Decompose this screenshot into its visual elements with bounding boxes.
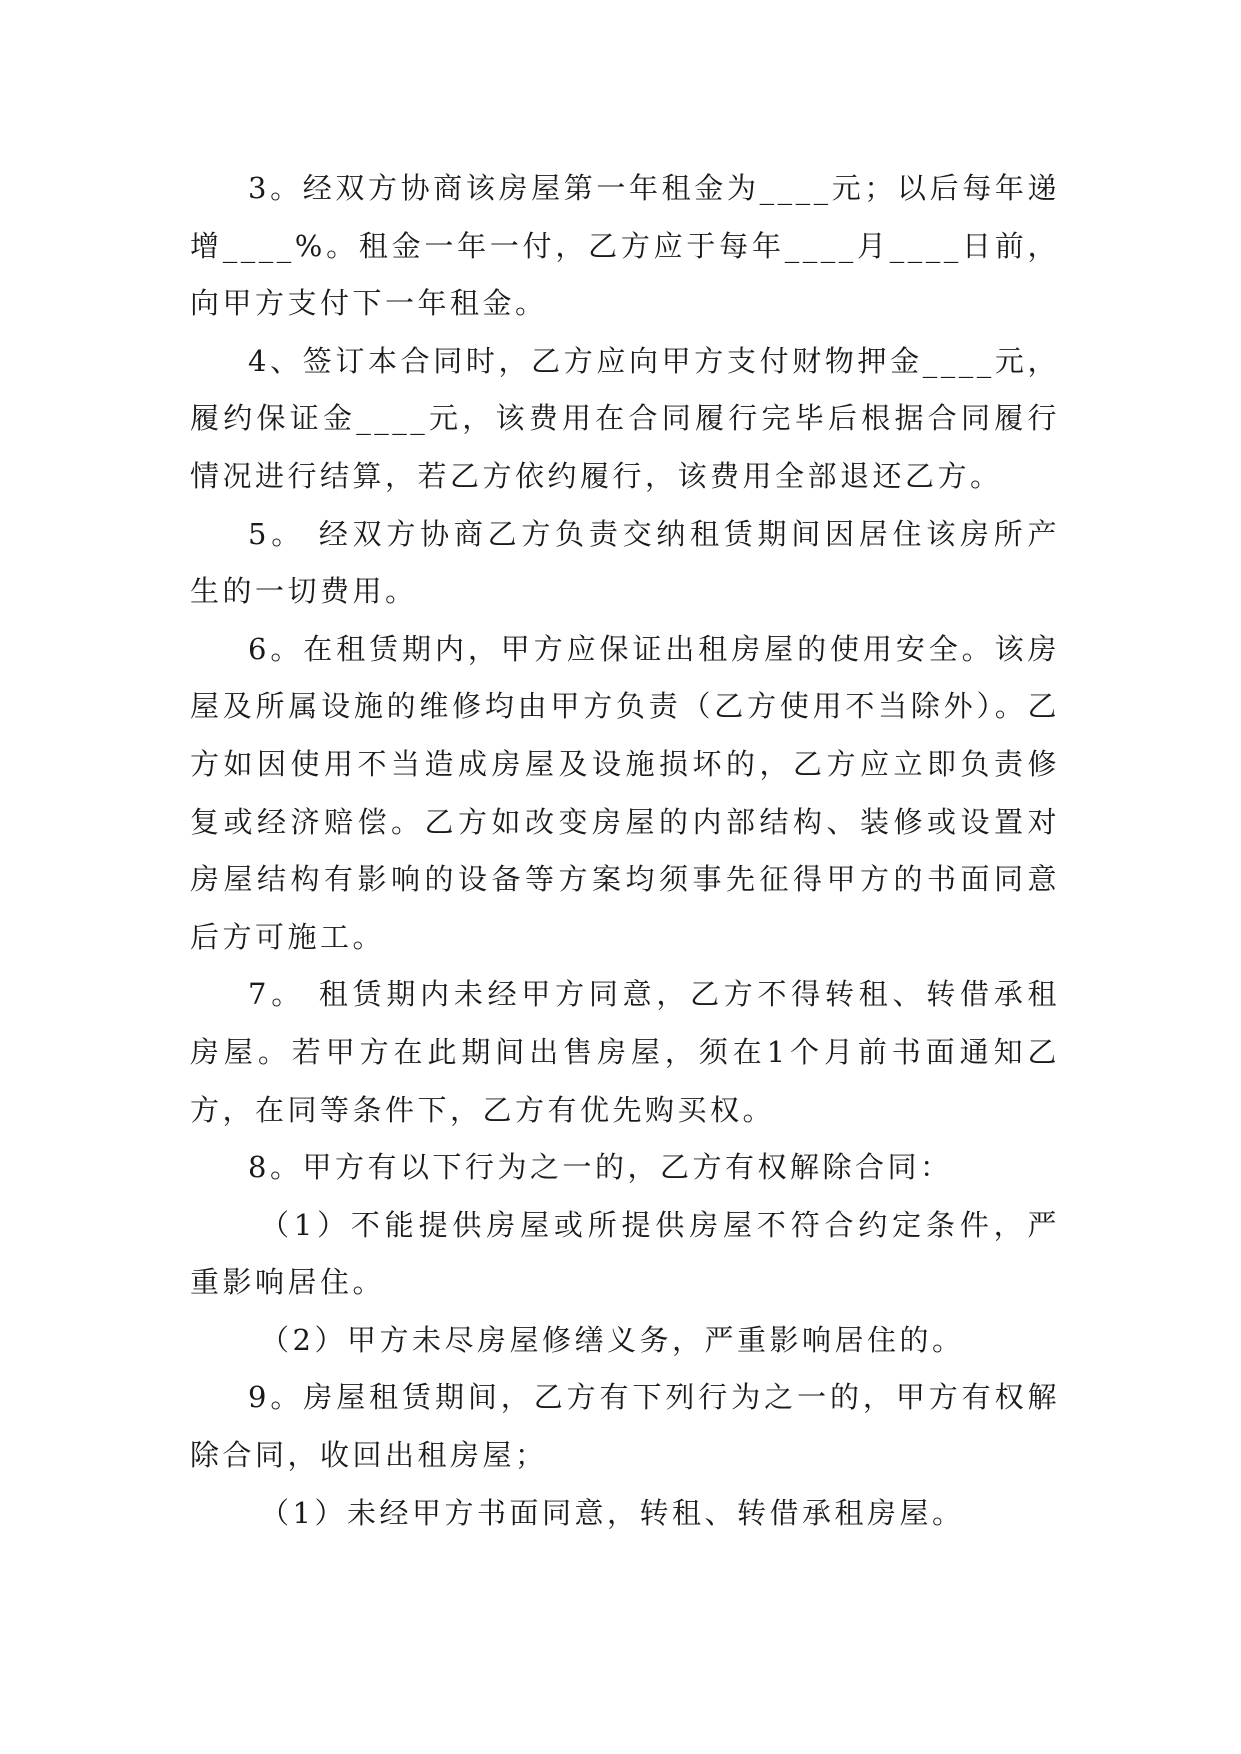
clause-6-maintenance: 6。在租赁期内，甲方应保证出租房屋的使用安全。该房屋及所属设施的维修均由甲方负责（乙方使用不当除外）。乙方如因使用不当造成房屋及设施损坏的，乙方应立即负责修复或经济赔偿。乙方如改变房屋的内部结构、装修或设置对房屋结构有影响的设备等方案均须事先征得甲方的书面同意后方可施工。 [190, 631, 1060, 954]
clause-4-deposit: 4、签订本合同时，乙方应向甲方支付财物押金____元，履约保证金____元，该费用在合同履行完毕后根据合同履行情况进行结算，若乙方依约履行，该费用全部退还乙方。 [190, 343, 1060, 493]
clause-9-item-1: （1）未经甲方书面同意，转租、转借承租房屋。 [260, 1495, 965, 1530]
clause-5-fees: 5。 经双方协商乙方负责交纳租赁期间因居住该房所产生的一切费用。 [190, 516, 1060, 609]
clause-9-landlord-termination: 9。房屋租赁期间，乙方有下列行为之一的，甲方有权解除合同，收回出租房屋； [190, 1380, 1060, 1473]
document-body [190, 160, 1060, 1542]
clause-8-tenant-termination: 8。甲方有以下行为之一的，乙方有权解除合同： [248, 1150, 953, 1185]
clause-8-item-1: （1）不能提供房屋或所提供房屋不符合约定条件，严重影响居住。 [190, 1207, 1060, 1300]
clause-3-rent: 3。经双方协商该房屋第一年租金为____元；以后每年递增____%。租金一年一付，乙方应于每年____月____日前，向甲方支付下一年租金。 [190, 171, 1060, 321]
clause-8-item-2: （2）甲方未尽房屋修缮义务，严重影响居住的。 [260, 1322, 965, 1357]
clause-7-sublease: 7。 租赁期内未经甲方同意，乙方不得转租、转借承租房屋。若甲方在此期间出售房屋，须在1个月前书面通知乙方，在同等条件下，乙方有优先购买权。 [190, 977, 1060, 1127]
